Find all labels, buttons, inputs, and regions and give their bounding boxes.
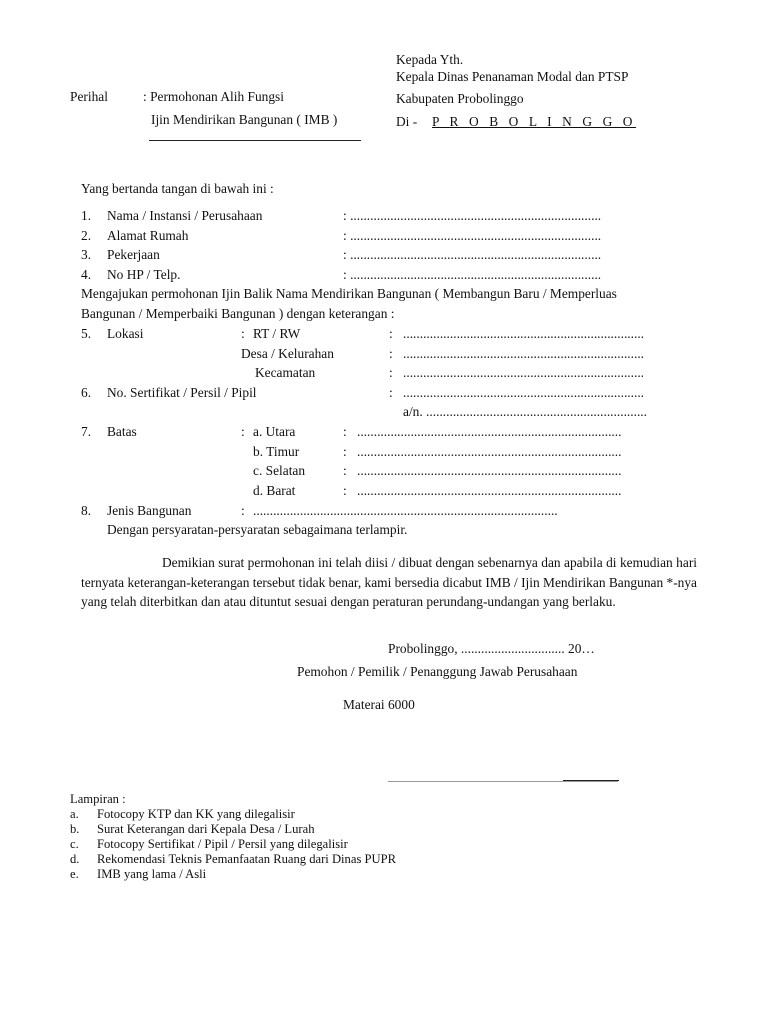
field-fill-pekerjaan[interactable]: : ........................................................................... xyxy=(343,247,602,262)
field-fill-alamat[interactable]: : ........................................................................... xyxy=(343,228,602,243)
attachment-item: Fotocopy Sertifikat / Pipil / Persil yang dilegalisir xyxy=(97,837,348,851)
attachment-letter: b. xyxy=(70,822,80,836)
lokasi-number: 5. xyxy=(81,326,92,341)
addressee-city: P R O B O L I N G G O xyxy=(432,114,637,129)
batas-colon: : xyxy=(241,424,245,439)
sertifikat-label: No. Sertifikat / Persil / Pipil xyxy=(107,385,257,400)
intro-text: Yang bertanda tangan di bawah ini : xyxy=(81,181,274,196)
lokasi-sub-colon: : xyxy=(389,346,393,361)
jenis-number: 8. xyxy=(81,503,92,518)
batas-fill-selatan[interactable]: ............................................................................... xyxy=(357,463,622,478)
batas-sub-utara: a. Utara xyxy=(253,424,296,439)
lokasi-sub-rt-rw: RT / RW xyxy=(253,326,301,341)
addressee-line-1: Kepada Yth. xyxy=(396,52,464,67)
subject-label: Perihal xyxy=(70,89,108,104)
lokasi-sub-desa: Desa / Kelurahan xyxy=(241,346,334,361)
subject-value-2: Ijin Mendirikan Bangunan ( IMB ) xyxy=(151,112,338,127)
statement-paragraph xyxy=(81,553,697,612)
field-fill-hp[interactable]: : ........................................................................... xyxy=(343,267,602,282)
signatory-role: Pemohon / Pemilik / Penanggung Jawab Perusahaan xyxy=(297,664,578,679)
requirements-note: Dengan persyaratan-persyaratan sebagaimana terlampir. xyxy=(107,522,408,537)
batas-sub-barat: d. Barat xyxy=(253,483,296,498)
addressee-line-2: Kepala Dinas Penanaman Modal dan PTSP xyxy=(396,69,629,84)
attachment-letter: c. xyxy=(70,837,79,851)
attachment-letter: a. xyxy=(70,807,79,821)
batas-number: 7. xyxy=(81,424,92,439)
attachments-title: Lampiran : xyxy=(70,792,126,806)
sertifikat-an-fill[interactable]: a/n. .................................................................. xyxy=(403,404,647,419)
attachment-letter: d. xyxy=(70,852,80,866)
addressee-di-label: Di - xyxy=(396,114,418,129)
field-number: 3. xyxy=(81,247,92,262)
request-text-line-2: Bangunan / Memperbaiki Bangunan ) dengan keterangan : xyxy=(81,306,395,321)
lokasi-colon: : xyxy=(241,326,245,341)
sertifikat-fill[interactable]: ........................................................................ xyxy=(403,385,645,400)
jenis-fill[interactable]: ........................................................................................... xyxy=(253,503,558,518)
jenis-label: Jenis Bangunan xyxy=(107,503,192,518)
field-label-hp: No HP / Telp. xyxy=(107,267,181,282)
lokasi-label: Lokasi xyxy=(107,326,144,341)
attachment-item: Fotocopy KTP dan KK yang dilegalisir xyxy=(97,807,295,821)
field-label-alamat: Alamat Rumah xyxy=(107,228,189,243)
sertifikat-number: 6. xyxy=(81,385,92,400)
attachment-letter: e. xyxy=(70,867,79,881)
batas-sub-colon: : xyxy=(343,444,347,459)
field-label-pekerjaan: Pekerjaan xyxy=(107,247,160,262)
batas-fill-barat[interactable]: ............................................................................... xyxy=(357,483,622,498)
addressee-line-3: Kabupaten Probolinggo xyxy=(396,91,524,106)
signature-line-accent xyxy=(563,780,619,781)
field-number: 1. xyxy=(81,208,92,223)
lokasi-sub-kecamatan: Kecamatan xyxy=(255,365,316,380)
sertifikat-colon: : xyxy=(389,385,393,400)
batas-sub-timur: b. Timur xyxy=(253,444,300,459)
subject-value-1: : Permohonan Alih Fungsi xyxy=(143,89,284,104)
batas-sub-colon: : xyxy=(343,463,347,478)
lokasi-sub-colon: : xyxy=(389,365,393,380)
batas-sub-colon: : xyxy=(343,424,347,439)
attachment-item: Rekomendasi Teknis Pemanfaatan Ruang dari Dinas PUPR xyxy=(97,852,396,866)
field-number: 4. xyxy=(81,267,92,282)
lokasi-fill-kecamatan[interactable]: ........................................................................ xyxy=(403,365,645,380)
subject-underline xyxy=(149,140,361,141)
request-text-line-1: Mengajukan permohonan Ijin Balik Nama Mendirikan Bangunan ( Membangun Baru / Memperluas xyxy=(81,286,617,301)
place-date[interactable]: Probolinggo, ............................... 20… xyxy=(388,641,595,656)
batas-sub-selatan: c. Selatan xyxy=(253,463,306,478)
batas-sub-colon: : xyxy=(343,483,347,498)
lokasi-sub-colon: : xyxy=(389,326,393,341)
field-number: 2. xyxy=(81,228,92,243)
attachment-item: IMB yang lama / Asli xyxy=(97,867,207,881)
batas-label: Batas xyxy=(107,424,137,439)
stamp-label: Materai 6000 xyxy=(343,697,415,712)
batas-fill-utara[interactable]: ............................................................................... xyxy=(357,424,622,439)
attachment-item: Surat Keterangan dari Kepala Desa / Lurah xyxy=(97,822,315,836)
batas-fill-timur[interactable]: ............................................................................... xyxy=(357,444,622,459)
signature-line[interactable] xyxy=(388,781,618,782)
field-label-nama: Nama / Instansi / Perusahaan xyxy=(107,208,263,223)
statement-text: Demikian surat permohonan ini telah diisi / dibuat dengan sebenarnya dan apabila di kemudian hari ternyata keterangan-keterangan tersebut tidak benar, kami bersedia dicabut IMB / Ijin Mendirikan Bangunan *-nya yang telah diterbitkan dan atau dituntut sesuai dengan peraturan perundang-undangan yang berlaku. xyxy=(81,555,697,609)
lokasi-fill-rt-rw[interactable]: ........................................................................ xyxy=(403,326,645,341)
lokasi-fill-desa[interactable]: ........................................................................ xyxy=(403,346,645,361)
field-fill-nama[interactable]: : ........................................................................... xyxy=(343,208,602,223)
jenis-colon: : xyxy=(241,503,245,518)
